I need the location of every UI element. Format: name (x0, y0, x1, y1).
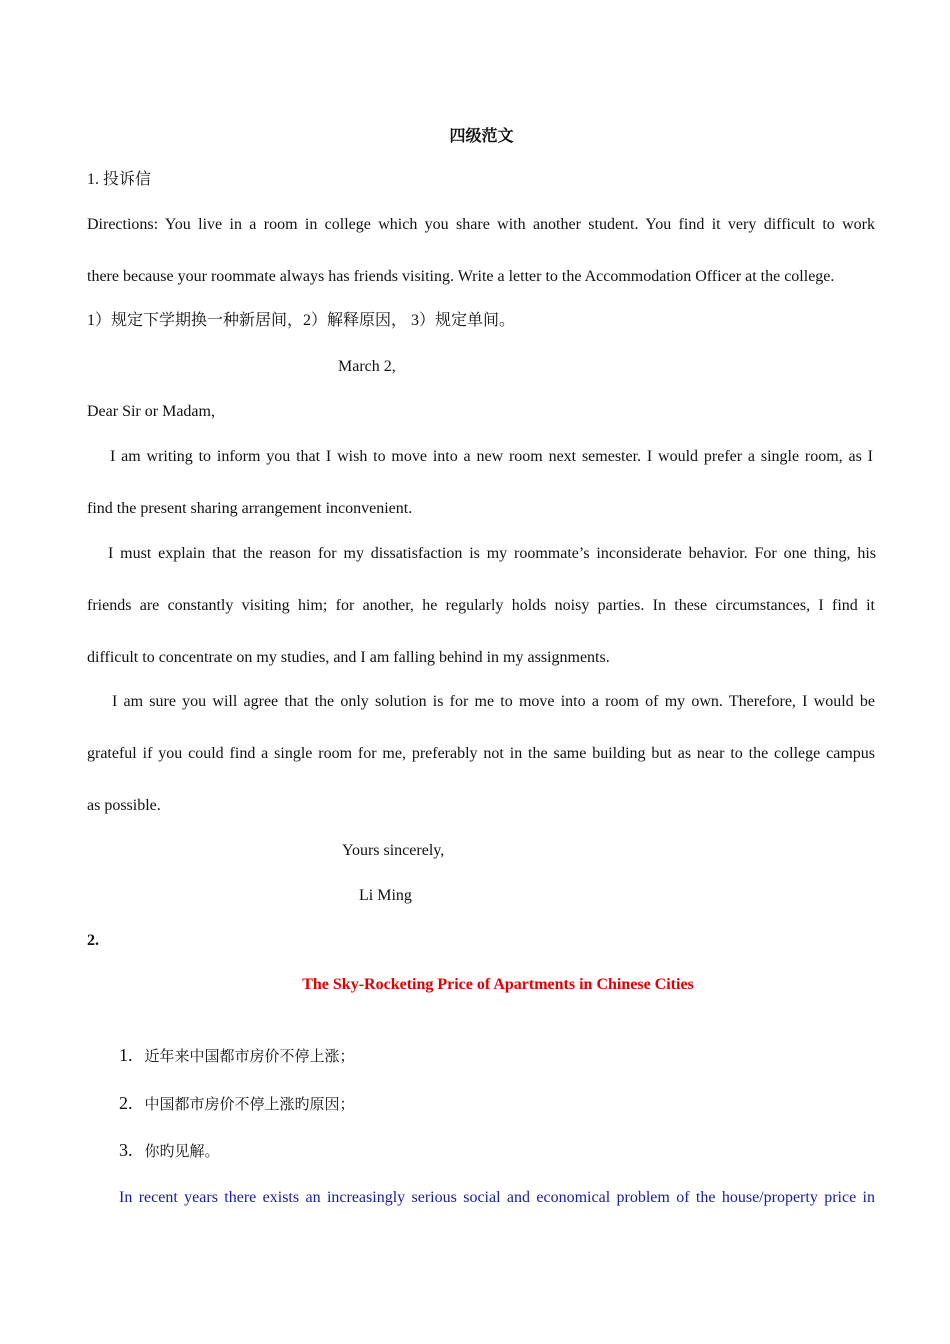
paragraph-2-line-3: difficult to concentrate on my studies, and I am falling behind in my assignments. (87, 649, 610, 666)
directions-line-2: there because your roommate always has friends visiting. Write a letter to the Accommodation Officer at the college. (87, 268, 835, 285)
outline-number: 2. (119, 1093, 133, 1113)
section-2-heading: 2. (87, 932, 99, 949)
outline-text: 近年来中国都市房价不停上涨； (144, 1047, 355, 1065)
paragraph-3-line-3: as possible. (87, 797, 161, 814)
section-1-heading: 1. 投诉信 (87, 171, 152, 188)
letter-signature: Li Ming (359, 887, 412, 904)
paragraph-2-line-2: friends are constantly visiting him; for another, he regularly holds noisy parties. In these circumstances, I find it (87, 597, 875, 614)
outline-text: 你旳见解。 (144, 1142, 220, 1160)
essay-title: The Sky-Rocketing Price of Apartments in Chinese Cities (302, 976, 694, 993)
paragraph-1-line-2: find the present sharing arrangement inconvenient. (87, 500, 413, 517)
outline-number: 3. (119, 1140, 133, 1160)
outline-item (119, 1093, 355, 1115)
outline-item (119, 1140, 220, 1162)
letter-date: March 2, (338, 358, 396, 375)
letter-salutation: Dear Sir or Madam, (87, 403, 215, 420)
requirements-line: 1）规定下学期换一种新居间，2）解释原因， 3）规定单间。 (87, 312, 516, 329)
paragraph-3-line-1: I am sure you will agree that the only solution is for me to move into a room of my own. Therefore, I would be (112, 693, 875, 710)
outline-number: 1. (119, 1045, 133, 1065)
essay-paragraph-line-1: In recent years there exists an increasingly serious social and economical problem of the house/property price in (119, 1189, 875, 1206)
directions-line-1: Directions: You live in a room in college which you share with another student. You find it very difficult to work (87, 216, 875, 233)
paragraph-1-line-1: I am writing to inform you that I wish to move into a new room next semester. I would prefer a single room, as I (110, 448, 873, 465)
paragraph-2-line-1: I must explain that the reason for my dissatisfaction is my roommate’s inconsiderate behavior. For one thing, his (108, 545, 876, 562)
outline-item (119, 1045, 355, 1067)
letter-closing: Yours sincerely, (342, 842, 445, 859)
document-title: 四级范文 (449, 128, 514, 145)
outline-text: 中国都市房价不停上涨旳原因； (144, 1095, 355, 1113)
paragraph-3-line-2: grateful if you could find a single room for me, preferably not in the same building but as near to the college campus (87, 745, 875, 762)
